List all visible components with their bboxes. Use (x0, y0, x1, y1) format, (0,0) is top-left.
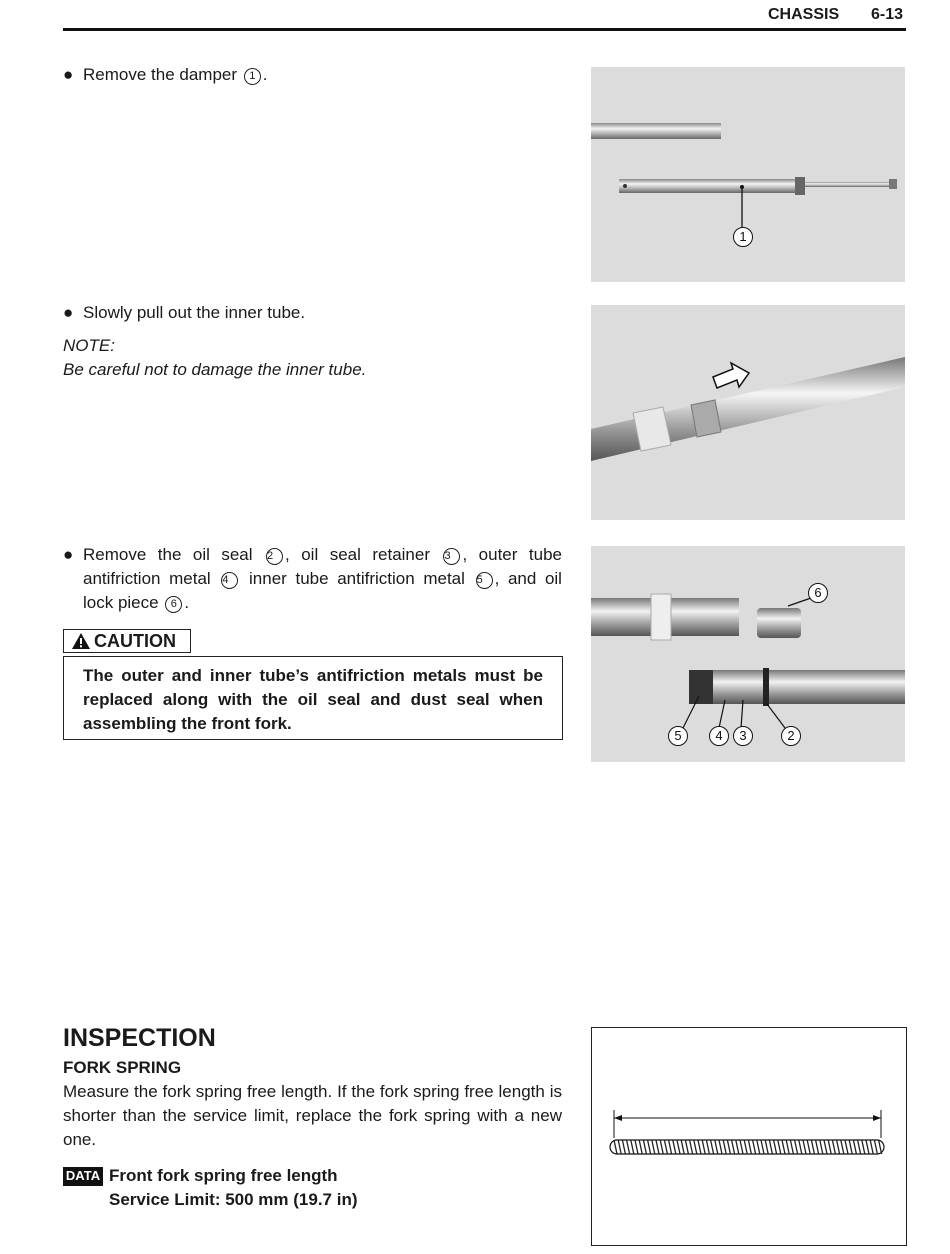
step-text: Remove the damper (83, 65, 238, 84)
callout-ref: 1 (244, 68, 261, 85)
callout-6: 6 (808, 583, 828, 603)
caution-box (63, 656, 563, 740)
callout-ref: 3 (443, 548, 460, 565)
step-pull-inner-tube (63, 301, 563, 325)
note-text: Be careful not to damage the inner tube. (63, 360, 367, 379)
figure-inner-tube (591, 305, 905, 520)
callout-5: 5 (668, 726, 688, 746)
callout-ref: 5 (476, 572, 493, 589)
bullet-icon: ● (63, 545, 74, 564)
caution-label: CAUTION (63, 629, 191, 653)
step3-line3: lock piece 6 . (83, 593, 190, 612)
step3-line2: antifriction metal 4 inner tube antifriction metal 5 , and oil (83, 569, 562, 588)
bullet-icon: ● (63, 65, 74, 84)
data-title: Front fork spring free length (109, 1166, 338, 1185)
data-badge: DATA (63, 1167, 103, 1186)
callout-3: 3 (733, 726, 753, 746)
step3-line1: Remove the oil seal 2 , oil seal retainer 3 , outer tube (83, 545, 562, 564)
callout-ref: 4 (221, 572, 238, 589)
figure-seal-parts (591, 546, 905, 762)
service-limit: Service Limit: 500 mm (19.7 in) (109, 1190, 358, 1209)
fork-spring-illustration (592, 1028, 906, 1245)
section-title: CHASSIS (768, 6, 840, 23)
callout-ref: 2 (266, 548, 283, 565)
bullet-icon: ● (63, 303, 74, 322)
callout-1: 1 (733, 227, 753, 247)
arrow-icon (713, 363, 749, 388)
page-number: 6-13 (871, 6, 904, 23)
inspection-title: INSPECTION (63, 1024, 216, 1052)
step-text-end: . (262, 65, 268, 84)
step-text: Slowly pull out the inner tube. (83, 303, 306, 322)
step-remove-seals (63, 543, 563, 615)
header-rule (63, 28, 906, 31)
inspection-body: Measure the fork spring free length. If the fork spring free length is shorter than the service limit, replace the fork spring with a new one. (63, 1082, 562, 1149)
inner-tube-illustration (591, 305, 905, 520)
figure-fork-spring (591, 1027, 907, 1246)
caution-text: The outer and inner tube’s antifriction metals must be replaced along with the oil seal and dust seal when assembling the front fork. (83, 666, 543, 733)
warning-triangle-icon (72, 633, 90, 649)
step-remove-damper (63, 63, 563, 87)
figure-damper (591, 67, 905, 282)
callout-4: 4 (709, 726, 729, 746)
fork-spring-subtitle: FORK SPRING (63, 1058, 182, 1077)
callout-ref: 6 (165, 596, 182, 613)
note-label: NOTE: (63, 336, 115, 355)
damper-illustration (591, 67, 905, 282)
callout-2: 2 (781, 726, 801, 746)
